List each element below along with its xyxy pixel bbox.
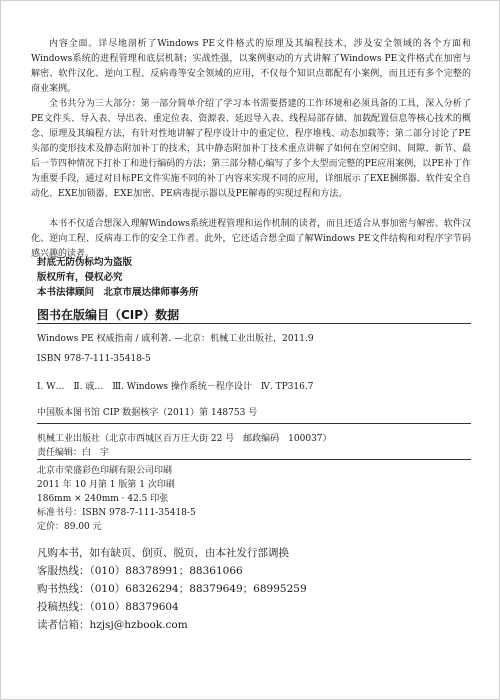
standard-number-line: 标准书号：ISBN 978-7-111-35418-5 xyxy=(37,508,196,518)
format-line: 186mm × 240mm · 42.5 印张 xyxy=(37,494,169,504)
cip-classification: Ⅰ. W… Ⅱ. 戚… Ⅲ. Windows 操作系统－程序设计 Ⅳ. TP316.7 xyxy=(37,382,314,392)
service-hotline: 客服热线：（010）88378991；88361066 xyxy=(37,565,243,577)
cip-title: 图书在版编目（CIP）数据 xyxy=(37,308,180,322)
editor-line: 责任编辑：白 宇 xyxy=(37,448,110,458)
order-hotline: 购书热线：（010）68326294；88379649；68995259 xyxy=(37,583,307,595)
intro-paragraph-1: 内容全面。详尽地剖析了Windows PE文件格式的原理及其编程技术，涉及安全领域的各个方面和Windows系统的进程管理和底层机制；实战性强，以案例驱动的方式讲解了Windows PE文件格式在加密与解密、软件汉化、逆向工程、反病毒等安全领域的应用，不仅每个知识点都配有小案例，而且还有多个完整的商业案例。 xyxy=(31,39,471,94)
anti-counterfeit-notice: 封底无防伪标均为盗版 xyxy=(37,257,133,268)
copyright-notice: 版权所有，侵权必究 xyxy=(37,272,123,283)
price-line: 定价：89.00 元 xyxy=(37,522,102,532)
cip-book-line: Windows PE 权威指南 / 戚利著. —北京：机械工业出版社，2011.9 xyxy=(37,334,314,344)
submission-hotline: 投稿热线：（010）88379604 xyxy=(37,601,179,613)
cip-bottom-rule xyxy=(37,423,471,424)
cip-top-rule xyxy=(37,323,471,324)
publishing-rule xyxy=(37,459,471,460)
intro-paragraph-2: 全书共分为三大部分：第一部分简单介绍了学习本书需要搭建的工作环境和必须具备的工具，深入分析了PE文件头、导入表、导出表、重定位表、资源表、延迟导入表、线程局部存储、加载配置信息等核心技术的概念、原理及其编程方法，有针对性地讲解了程序设计中的重定位、程序堆栈、动态加载等；第二部分讨论了PE头部的变形技术及静态附加补丁的技术，其中静态附加补丁技术重点讲解了如何在空闲空间、间隙、新节、最后一节四种情况下打补丁和进行编码的方法；第三部分精心编写了多个大型而完整的PE应用案例，以PE补丁作为重要手段，通过对目标PE文件实施不同的补丁内容来实现不同的应用，详细展示了EXE捆绑器、软件安全自动化、EXE加锁器、EXE加密、PE病毒提示器以及PE解毒的实现过程和方法。 xyxy=(31,99,471,199)
publisher-line: 机械工业出版社（北京市西城区百万庄大街 22 号 邮政编码 100037） xyxy=(37,434,332,444)
edition-line: 2011 年 10 月第 1 版第 1 次印刷 xyxy=(37,480,175,490)
defect-notice: 凡购本书，如有缺页、倒页、脱页，由本社发行部调换 xyxy=(37,547,289,559)
cip-isbn: ISBN 978-7-111-35418-5 xyxy=(37,354,151,364)
reader-email[interactable]: 读者信箱：hzjsj@hzbook.com xyxy=(37,619,188,631)
printer-line: 北京市荣盛彩色印刷有限公司印刷 xyxy=(37,466,173,476)
cip-number: 中国版本图书馆 CIP 数据核字（2011）第 148753 号 xyxy=(37,408,258,418)
legal-counsel: 本书法律顾问 北京市展达律师事务所 xyxy=(37,287,199,298)
intro-paragraph-3: 本书不仅适合想深入理解Windows系统进程管理和运作机制的读者，而且还适合从事加密与解密、软件汉化、逆向工程、反病毒工作的安全工作者。此外，它还适合想全面了解Windows PE文件结构和对程序字节码感兴趣的读者。 xyxy=(31,219,471,259)
